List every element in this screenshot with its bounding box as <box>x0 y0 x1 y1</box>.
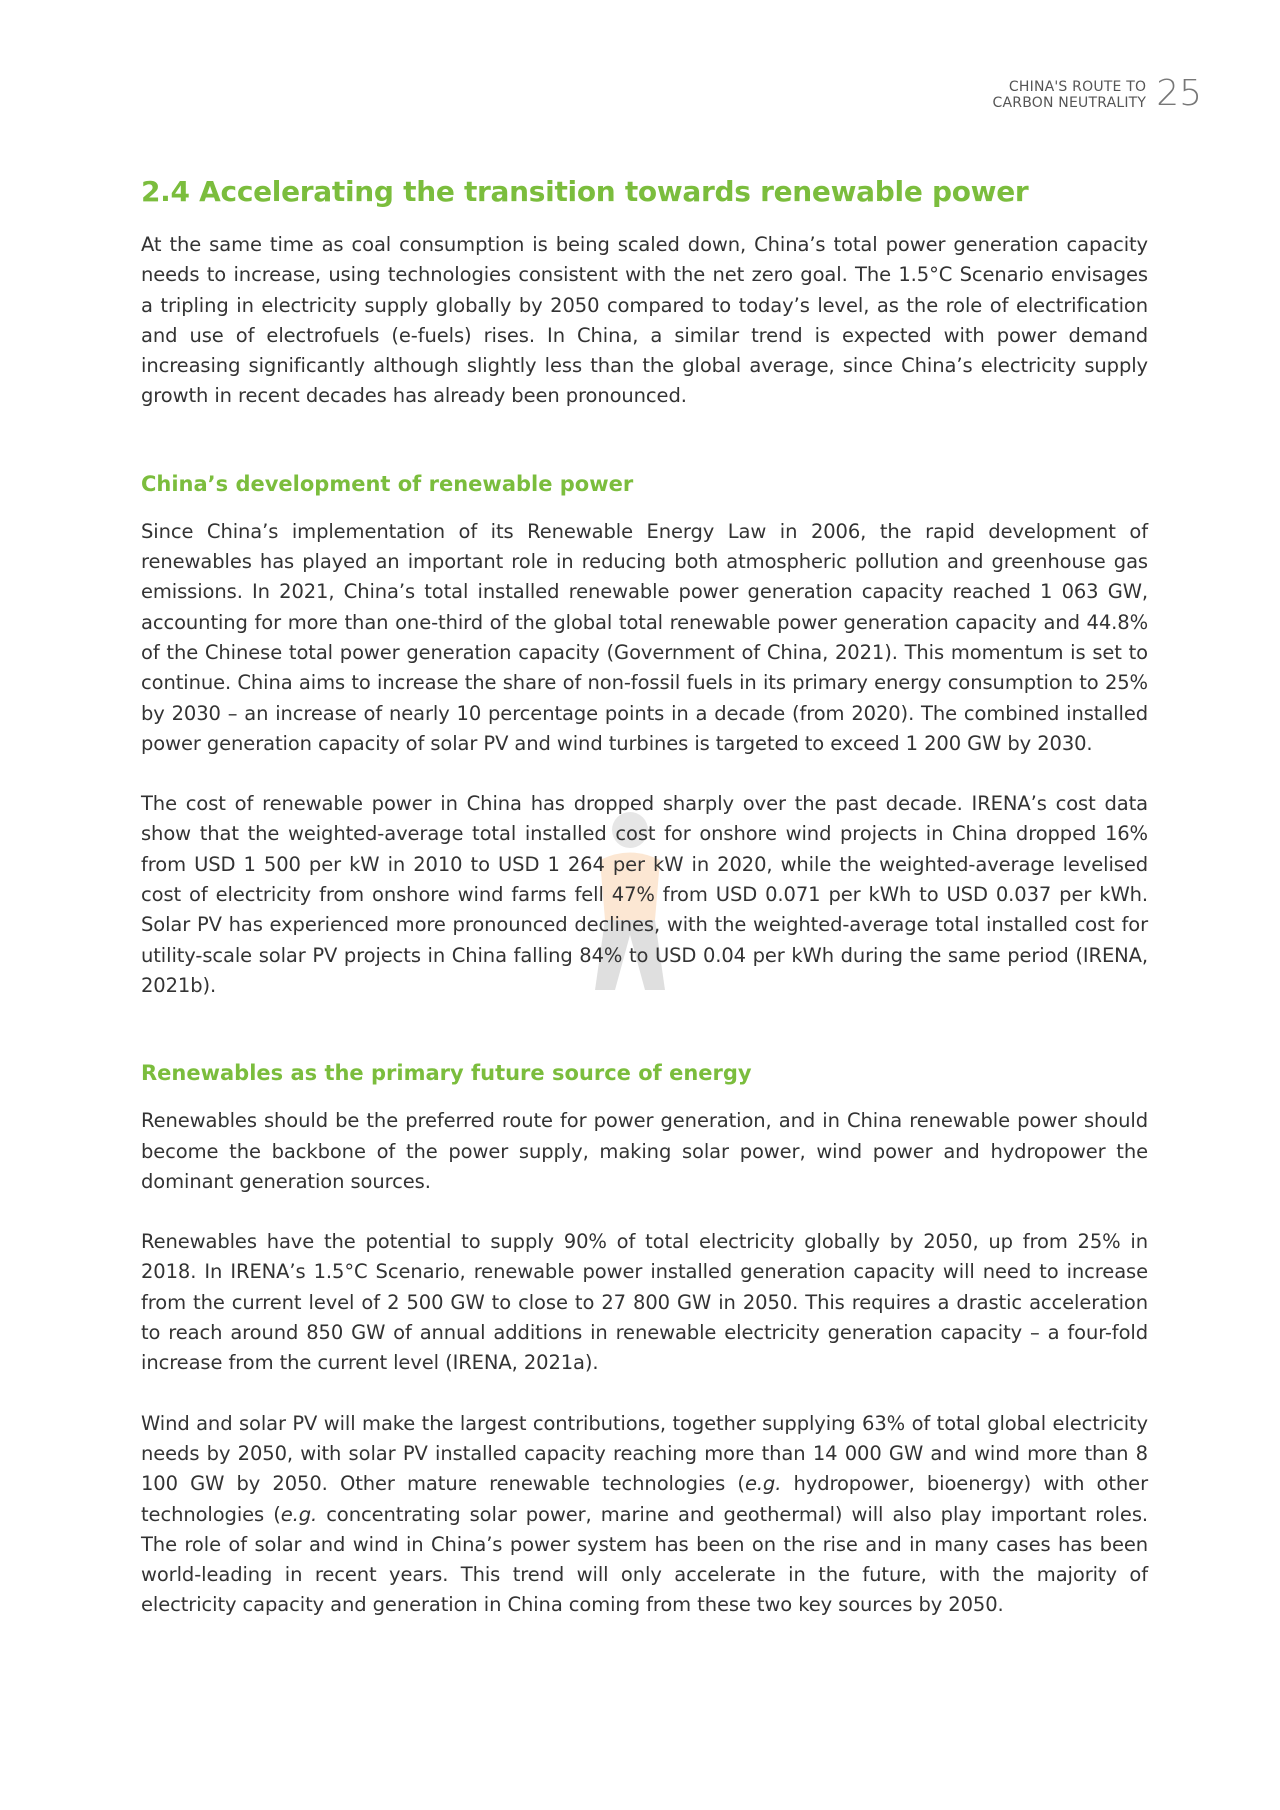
page-number: 25 <box>1156 73 1202 114</box>
paragraph-cost-decline: The cost of renewable power in China has dropped sharply over the past decade. IRENA’s cost data show that the weighted-average total installed cost for onshore wind projects in China dropped 16% from USD 1 500 per kW in 2010 to USD 1 264 per kW in 2020, while the weighted-average levelised cost of electricity from onshore wind farms fell 47% from USD 0.071 per kWh to USD 0.037 per kWh. Solar PV has experienced more pronounced declines, with the weighted-average total installed cost for utility-scale solar PV projects in China falling 84% to USD 0.04 per kWh during the same period (IRENA, 2021b). <box>141 792 1148 997</box>
running-title <box>993 79 1147 111</box>
paragraph-text-part3: concentrating solar power, marine and geothermal) will also play important roles. The role of solar and wind in China’s power system has been on the rise and in many cases has been world-leading in recent years. This trend will only accelerate in the future, with the majority of electricity capacity and generation in China coming from these two key sources by 2050. <box>141 1502 1148 1617</box>
eg-italic-1: e.g. <box>744 1472 782 1496</box>
paragraph-preferred-route: Renewables should be the preferred route for power generation, and in China renewable power should become the backbone of the power supply, making solar power, wind power and hydropower the dominant generation sources. <box>141 1109 1148 1193</box>
section-intro-paragraph: At the same time as coal consumption is being scaled down, China’s total power generation capacity needs to increase, using technologies consistent with the net zero goal. The 1.5°C Scenario envisages a tripling in electricity supply globally by 2050 compared to today’s level, as the role of electrification and use of electrofuels (e-fuels) rises. In China, a similar trend is expected with power demand increasing significantly although slightly less than the global average, since China’s electricity supply growth in recent decades has already been pronounced. <box>141 233 1148 408</box>
running-title-line2: CARBON NEUTRALITY <box>992 95 1147 111</box>
subsection-heading-primary-source: Renewables as the primary future source of energy <box>141 1061 752 1086</box>
paragraph-potential-90-percent: Renewables have the potential to supply 90% of total electricity globally by 2050, up from 25% in 2018. In IRENA’s 1.5°C Scenario, renewable power installed generation capacity will need to increase from the current level of 2 500 GW to close to 27 800 GW in 2050. This requires a drastic acceleration to reach around 850 GW of annual additions in renewable electricity generation capacity – a four-fold increase from the current level (IRENA, 2021a). <box>141 1230 1148 1375</box>
paragraph-text-part2: hydropower, bioenergy) with other technologies ( <box>141 1472 1148 1526</box>
paragraph-wind-solar-contributions <box>141 1409 1148 1621</box>
running-title-line1: CHINA'S ROUTE TO <box>1008 79 1147 95</box>
subsection-heading-development: China’s development of renewable power <box>141 471 634 496</box>
page-content <box>141 172 1148 1621</box>
paragraph-text-part1: Wind and solar PV will make the largest contributions, together supplying 63% of total global electricity needs by 2050, with solar PV installed capacity reaching more than 14 000 GW and wind more than 8 100 GW by 2050. Other mature renewable technologies ( <box>141 1411 1148 1496</box>
section-title: 2.4 Accelerating the transition towards renewable power <box>141 175 1029 208</box>
eg-italic-2: e.g. <box>280 1502 318 1526</box>
paragraph-renewable-law: Since China’s implementation of its Renewable Energy Law in 2006, the rapid development of renewables has played an important role in reducing both atmospheric pollution and greenhouse gas emissions. In 2021, China’s total installed renewable power generation capacity reached 1 063 GW, accounting for more than one-third of the global total renewable power generation capacity and 44.8% of the Chinese total power generation capacity (Government of China, 2021). This momentum is set to continue. China aims to increase the share of non-fossil fuels in its primary energy consumption to 25% by 2030 – an increase of nearly 10 percentage points in a decade (from 2020). The combined installed power generation capacity of solar PV and wind turbines is targeted to exceed 1 200 GW by 2030. <box>141 519 1148 755</box>
running-header <box>992 73 1202 114</box>
